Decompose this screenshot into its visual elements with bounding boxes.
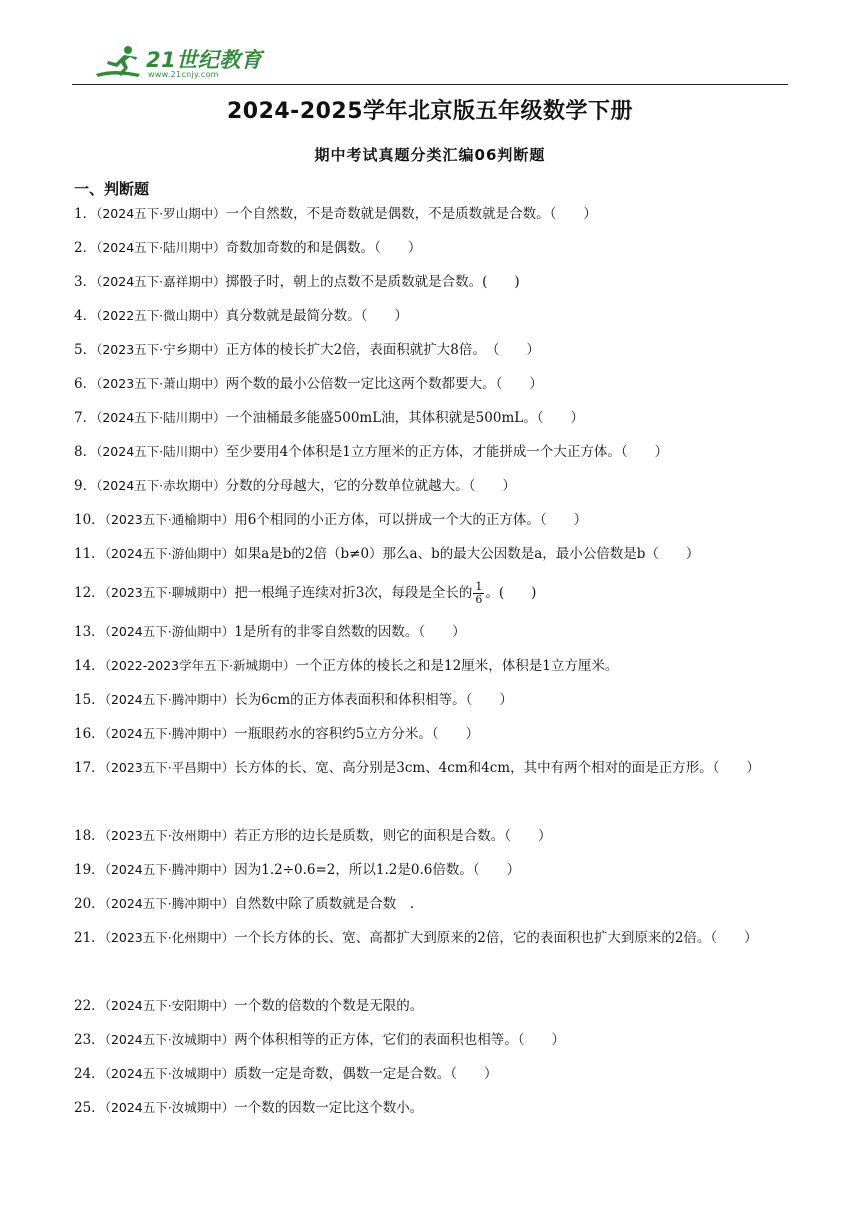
question-item: 21．（2023五下·化州期中）一个长方体的长、宽、高都扩大到原来的2倍，它的表面积也扩大到原来的2倍。（ ） bbox=[74, 930, 758, 946]
question-item: 15．（2024五下·腾冲期中）长为6cm的正方体表面积和体积相等。（ ） bbox=[74, 692, 513, 708]
question-item: 4．（2022五下·微山期中）真分数就是最简分数。（ ） bbox=[74, 308, 408, 324]
fraction: $\frac{1}{6}$ bbox=[475, 580, 483, 606]
question-item: 24．（2024五下·汝城期中）质数一定是奇数，偶数一定是合数。（ ） bbox=[74, 1066, 498, 1082]
question-item: 3．（2024五下·嘉祥期中）掷骰子时，朝上的点数不是质数就是合数。( ) bbox=[74, 274, 520, 290]
question-item: 13．（2024五下·游仙期中）1是所有的非零自然数的因数。（ ） bbox=[74, 624, 466, 640]
question-item: 12．（2023五下·聊城期中）把一根绳子连续对折3次，每段是全长的 $\frac{1}{6}$ 。( ) bbox=[74, 580, 537, 606]
question-item: 18．（2023五下·汝州期中）若正方形的边长是质数，则它的面积是合数。（ ） bbox=[74, 828, 552, 844]
header-divider bbox=[72, 84, 788, 85]
question-item: 8．（2024五下·陆川期中）至少要用4个体积是1立方厘米的正方体，才能拼成一个大正方体。（ ） bbox=[74, 444, 669, 460]
question-item: 14．（2022-2023学年五下·新城期中）一个正方体的棱长之和是12厘米，体积是1立方厘米。 bbox=[74, 658, 619, 674]
question-item: 2．（2024五下·陆川期中）奇数加奇数的和是偶数。（ ） bbox=[74, 240, 422, 256]
question-item: 25．（2024五下·汝城期中）一个数的因数一定比这个数小。 bbox=[74, 1100, 424, 1116]
question-item: 16．（2024五下·腾冲期中）一瓶眼药水的容积约5立方分米。（ ） bbox=[74, 726, 480, 742]
question-item: 23．（2024五下·汝城期中）两个体积相等的正方体，它们的表面积也相等。（ ） bbox=[74, 1032, 565, 1048]
page-header bbox=[72, 38, 788, 88]
question-item: 6．（2023五下·萧山期中）两个数的最小公倍数一定比这两个数都要大。（ ） bbox=[74, 376, 543, 392]
brand-url: www.21cnjy.com bbox=[148, 70, 219, 79]
runner-logo-icon bbox=[94, 44, 146, 82]
question-item: 7．（2024五下·陆川期中）一个油桶最多能盛500mL油，其体积就是500mL。（ ） bbox=[74, 410, 584, 426]
question-item: 10．（2023五下·通榆期中）用6个相同的小正方体，可以拼成一个大的正方体。（ ） bbox=[74, 512, 588, 528]
question-item: 17．（2023五下·平昌期中）长方体的长、宽、高分别是3cm、4cm和4cm，其中有两个相对的面是正方形。（ ） bbox=[74, 760, 760, 776]
question-item: 19．（2024五下·腾冲期中）因为1.2÷0.6=2，所以1.2是0.6倍数。（ ） bbox=[74, 862, 521, 878]
question-item: 20．（2024五下·腾冲期中）自然数中除了质数就是合数 . bbox=[74, 896, 415, 912]
site-logo bbox=[94, 42, 264, 84]
question-item: 9．（2024五下·赤坎期中）分数的分母越大，它的分数单位就越大。（ ） bbox=[74, 478, 516, 494]
document-title: 2024-2025学年北京版五年级数学下册 bbox=[226, 99, 634, 124]
section-heading: 一、判断题 bbox=[74, 180, 150, 198]
brand-name: 21世纪教育 bbox=[146, 48, 263, 72]
question-item: 1．（2024五下·罗山期中）一个自然数，不是奇数就是偶数，不是质数就是合数。（ ） bbox=[74, 206, 597, 222]
question-item: 11．（2024五下·游仙期中）如果a是b的2倍（b≠0）那么a、b的最大公因数是a，最小公倍数是b（ ） bbox=[74, 546, 700, 562]
question-item: 5．（2023五下·宁乡期中）正方体的棱长扩大2倍，表面积就扩大8倍。 （ ） bbox=[74, 342, 540, 358]
question-item: 22．（2024五下·安阳期中）一个数的倍数的个数是无限的。 bbox=[74, 998, 424, 1014]
document-subtitle: 期中考试真题分类汇编06判断题 bbox=[314, 146, 546, 164]
